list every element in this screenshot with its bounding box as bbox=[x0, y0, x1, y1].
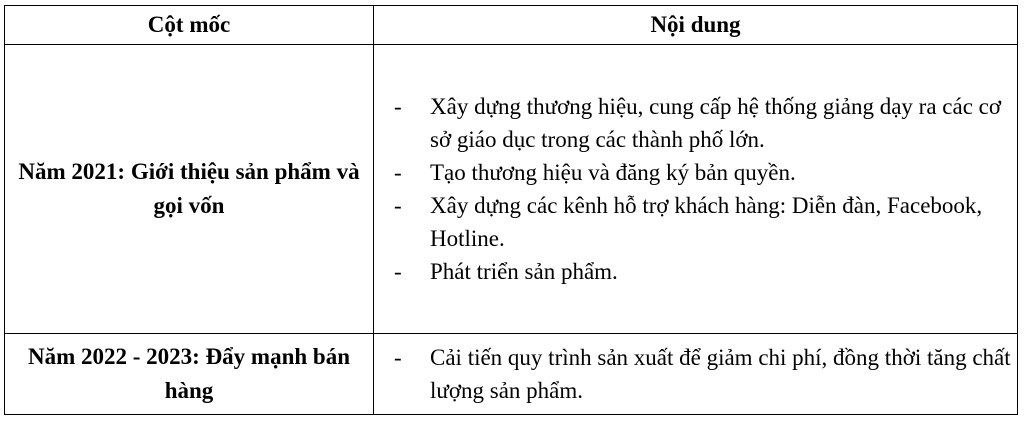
milestones-table bbox=[4, 5, 1018, 415]
bullet-dash: - bbox=[394, 344, 402, 370]
table-row bbox=[5, 333, 1018, 414]
list-item bbox=[374, 341, 1017, 407]
list-item-text: Phát triển sản phẩm. bbox=[430, 259, 618, 285]
bullet-dash: - bbox=[394, 94, 402, 120]
content-cell bbox=[374, 45, 1018, 334]
list-item-text: Xây dựng các kênh hỗ trợ khách hàng: Diễn đàn, Facebook, Hotline. bbox=[430, 193, 983, 252]
list-item bbox=[374, 90, 1017, 156]
header-milestone: Cột mốc bbox=[5, 6, 374, 45]
milestone-cell: Năm 2021: Giới thiệu sản phẩm và gọi vốn bbox=[5, 45, 374, 334]
bullet-dash: - bbox=[394, 259, 402, 285]
content-list bbox=[374, 341, 1017, 407]
list-item-text: Tạo thương hiệu và đăng ký bản quyền. bbox=[430, 160, 796, 186]
list-item-text: Cải tiến quy trình sản xuất để giảm chi phí, đồng thời tăng chất lượng sản phẩm. bbox=[430, 344, 1011, 403]
milestone-cell: Năm 2022 - 2023: Đẩy mạnh bán hàng bbox=[5, 333, 374, 414]
header-content: Nội dung bbox=[374, 6, 1018, 45]
list-item bbox=[374, 189, 1017, 255]
list-item bbox=[374, 156, 1017, 189]
list-item bbox=[374, 255, 1017, 288]
header-row bbox=[5, 6, 1018, 45]
content-cell bbox=[374, 333, 1018, 414]
list-item-text: Xây dựng thương hiệu, cung cấp hệ thống giảng dạy ra các cơ sở giáo dục trong các thành phố lớn. bbox=[430, 94, 1002, 153]
bullet-dash: - bbox=[394, 193, 402, 219]
bullet-dash: - bbox=[394, 160, 402, 186]
table-row bbox=[5, 45, 1018, 334]
content-list bbox=[374, 90, 1017, 288]
